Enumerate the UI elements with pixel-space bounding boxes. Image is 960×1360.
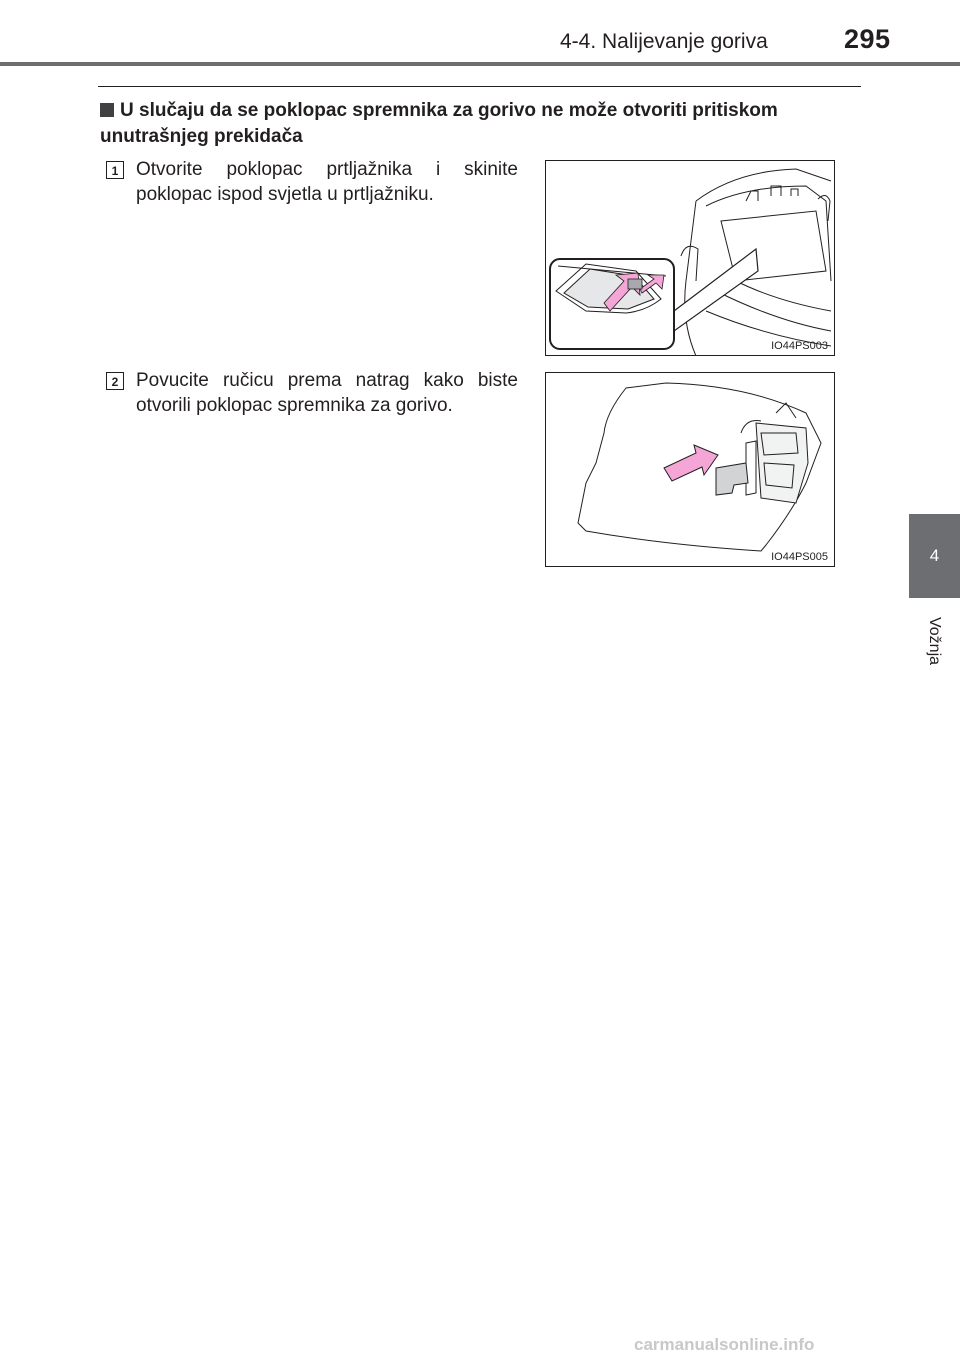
step-1-text: Otvorite poklopac prtljažnika i skinite poklopac ispod svjetla u prtljažniku. [136, 159, 518, 205]
header-section-title: 4-4. Nalijevanje goriva [560, 30, 768, 53]
footer-watermark: carmanualsonline.info [634, 1335, 815, 1354]
figure-2-code: IO44PS005 [771, 551, 828, 563]
chapter-tab[interactable]: 4 [909, 514, 960, 598]
step-1-badge: 1 [106, 161, 124, 179]
figure-trunk-cover [545, 160, 835, 356]
section-rule [98, 86, 861, 87]
figure-fuel-lever [545, 372, 835, 567]
fuel-lever-illustration [546, 373, 835, 567]
section-title-line1: U slučaju da se poklopac spremnika za gorivo ne može otvoriti pritiskom [120, 100, 778, 121]
trunk-illustration [546, 161, 835, 356]
chapter-label [906, 605, 960, 677]
section-title-line2: unutrašnjeg prekidača [100, 126, 303, 147]
header-rule [0, 62, 960, 66]
chapter-label-text: Vožnja [926, 616, 943, 666]
figure-1-code: IO44PS003 [771, 340, 828, 352]
page-number: 295 [844, 24, 891, 54]
step-2-text: Povucite ručicu prema natrag kako biste otvorili poklopac spremnika za gorivo. [136, 370, 518, 416]
section-title [100, 98, 870, 150]
step-2-badge: 2 [106, 372, 124, 390]
